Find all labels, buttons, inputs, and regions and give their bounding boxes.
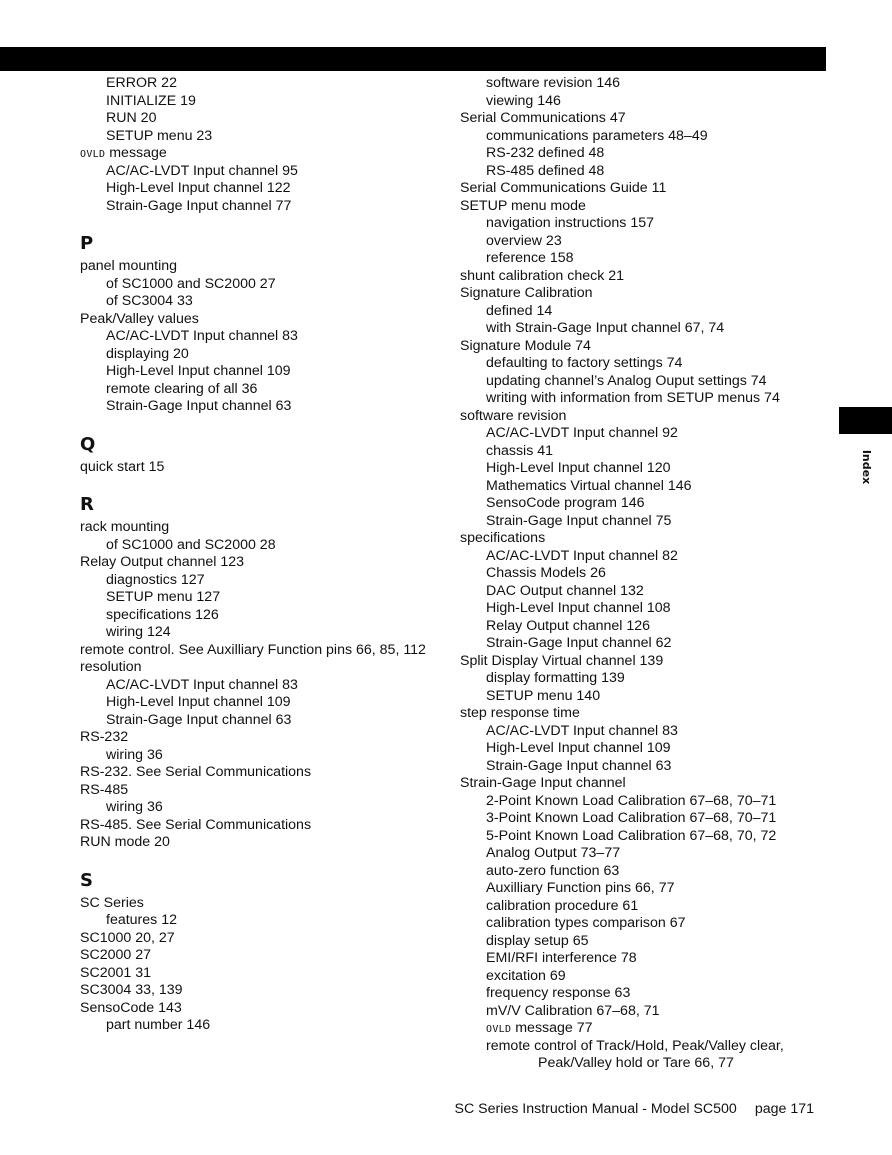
index-subentry: updating channel’s Analog Ouput settings 74 bbox=[486, 372, 767, 389]
index-subentry: wiring 36 bbox=[106, 799, 163, 815]
ovld-display-code: OVLD bbox=[80, 149, 106, 160]
index-subentry: RS-485 defined 48 bbox=[486, 162, 605, 179]
index-subentry: High-Level Input channel 109 bbox=[486, 740, 671, 756]
index-subentry: remote clearing of all 36 bbox=[106, 380, 258, 397]
index-entry: SensoCode 143 bbox=[80, 999, 182, 1016]
index-subentry: excitation 69 bbox=[486, 967, 566, 984]
index-subentry: display setup 65 bbox=[486, 932, 589, 949]
index-subentry: navigation instructions 157 bbox=[486, 215, 654, 231]
index-subentry: Relay Output channel 126 bbox=[486, 617, 651, 634]
index-subentry: AC/AC-LVDT Input channel 83 bbox=[486, 722, 678, 739]
index-column-right bbox=[460, 75, 816, 1073]
index-subentry: viewing 146 bbox=[486, 92, 561, 109]
index-entry: panel mounting bbox=[80, 258, 178, 274]
index-subentry: AC/AC-LVDT Input channel 82 bbox=[486, 547, 678, 564]
section-letter: P bbox=[80, 233, 94, 254]
index-entry: RS-232 bbox=[80, 729, 129, 745]
index-tab-label: Index bbox=[860, 449, 873, 485]
index-entry: SC2000 27 bbox=[80, 947, 151, 963]
index-subentry: Chassis Models 26 bbox=[486, 565, 606, 581]
index-subentry: wiring 36 bbox=[106, 746, 163, 763]
index-subentry: diagnostics 127 bbox=[106, 571, 205, 588]
index-subentry: 3-Point Known Load Calibration 67–68, 70–71 bbox=[486, 810, 777, 826]
index-entry: remote control. See Auxilliary Function pins 66, 85, 112 bbox=[80, 641, 426, 658]
index-subentry: AC/AC-LVDT Input channel 83 bbox=[106, 676, 298, 693]
index-subentry: ERROR 22 bbox=[106, 75, 177, 91]
index-subentry: EMI/RFI interference 78 bbox=[486, 950, 637, 966]
index-subentry: with Strain-Gage Input channel 67, 74 bbox=[486, 320, 725, 336]
index-subentry: mV/V Calibration 67–68, 71 bbox=[486, 1002, 660, 1019]
index-column-left bbox=[80, 75, 440, 1035]
index-subentry: Strain-Gage Input channel 62 bbox=[486, 635, 672, 651]
index-subentry: calibration types comparison 67 bbox=[486, 915, 686, 931]
section-letter: Q bbox=[80, 433, 96, 455]
index-subentry: part number 146 bbox=[106, 1017, 211, 1033]
index-subentry: High-Level Input channel 109 bbox=[106, 694, 291, 710]
index-subentry: chassis 41 bbox=[486, 442, 554, 459]
index-subentry: 5-Point Known Load Calibration 67–68, 70, 72 bbox=[486, 827, 777, 844]
index-subentry: Strain-Gage Input channel 63 bbox=[486, 757, 672, 774]
index-subentry: SETUP menu 23 bbox=[106, 127, 213, 144]
index-subentry: High-Level Input channel 122 bbox=[106, 180, 291, 196]
page-number: page 171 bbox=[754, 1101, 814, 1117]
index-subentry: wiring 124 bbox=[106, 624, 171, 640]
index-subentry: Strain-Gage Input channel 75 bbox=[486, 512, 672, 529]
index-subentry: AC/AC-LVDT Input channel 83 bbox=[106, 328, 298, 344]
index-subentry: Auxilliary Function pins 66, 77 bbox=[486, 880, 675, 896]
index-subentry: Strain-Gage Input channel 77 bbox=[106, 197, 292, 214]
index-subentry: frequency response 63 bbox=[486, 985, 631, 1001]
index-entry: Relay Output channel 123 bbox=[80, 554, 245, 570]
index-subentry: Mathematics Virtual channel 146 bbox=[486, 477, 692, 494]
section-letter: S bbox=[80, 869, 93, 891]
index-entry: RUN mode 20 bbox=[80, 834, 170, 850]
index-subentry: defaulting to factory settings 74 bbox=[486, 355, 683, 371]
index-entry: quick start 15 bbox=[80, 458, 165, 475]
index-subentry: Strain-Gage Input channel 63 bbox=[106, 711, 292, 728]
index-entry: SC1000 20, 27 bbox=[80, 929, 175, 946]
index-subentry: of SC1000 and SC2000 27 bbox=[106, 275, 276, 292]
index-entry: SC3004 33, 139 bbox=[80, 982, 183, 998]
index-entry: Serial Communications 47 bbox=[460, 110, 626, 126]
index-subentry: SETUP menu 140 bbox=[486, 687, 601, 704]
index-entry: resolution bbox=[80, 659, 142, 675]
index-subentry: DAC Output channel 132 bbox=[486, 582, 644, 599]
index-entry: RS-485. See Serial Communications bbox=[80, 816, 312, 833]
index-entry-continuation: Peak/Valley hold or Tare 66, 77 bbox=[538, 1055, 734, 1071]
index-entry: Serial Communications Guide 11 bbox=[460, 180, 667, 196]
index-entry bbox=[460, 1038, 816, 1073]
index-subentry: High-Level Input channel 108 bbox=[486, 600, 671, 616]
index-entry: Signature Module 74 bbox=[460, 337, 591, 354]
index-subentry: High-Level Input channel 109 bbox=[106, 363, 291, 379]
index-subentry: displaying 20 bbox=[106, 345, 189, 362]
index-entry: SETUP menu mode bbox=[460, 197, 586, 214]
index-entry: RS-232. See Serial Communications bbox=[80, 764, 312, 780]
page-footer bbox=[380, 1100, 814, 1118]
index-subentry: software revision 146 bbox=[486, 75, 621, 91]
index-entry: Split Display Virtual channel 139 bbox=[460, 652, 664, 669]
index-subentry: calibration procedure 61 bbox=[486, 897, 639, 914]
index-subentry: SensoCode program 146 bbox=[486, 495, 645, 511]
index-subentry: specifications 126 bbox=[106, 606, 219, 623]
index-subentry: auto-zero function 63 bbox=[486, 862, 620, 879]
index-entry: Signature Calibration bbox=[460, 285, 593, 301]
index-entry: software revision bbox=[460, 407, 567, 424]
index-subentry: INITIALIZE 19 bbox=[106, 92, 196, 109]
index-subentry: 2-Point Known Load Calibration 67–68, 70–71 bbox=[486, 792, 777, 809]
index-subentry: AC/AC-LVDT Input channel 95 bbox=[106, 162, 298, 179]
index-entry-text: message 77 bbox=[511, 1020, 593, 1036]
footer-title: SC Series Instruction Manual - Model SC500 bbox=[454, 1101, 737, 1117]
index-subentry: RUN 20 bbox=[106, 110, 157, 126]
index-subentry: features 12 bbox=[106, 912, 177, 928]
index-entry: Strain-Gage Input channel bbox=[460, 775, 626, 791]
index-entry-text: message bbox=[105, 145, 167, 161]
section-letter: R bbox=[80, 494, 94, 515]
index-subentry: overview 23 bbox=[486, 232, 562, 249]
index-subentry: writing with information from SETUP menus 74 bbox=[486, 390, 780, 406]
index-subentry: AC/AC-LVDT Input channel 92 bbox=[486, 425, 678, 441]
index-subentry: reference 158 bbox=[486, 250, 574, 266]
index-entry bbox=[460, 1020, 816, 1038]
index-entry bbox=[80, 145, 440, 163]
index-entry: Peak/Valley values bbox=[80, 310, 199, 327]
index-entry: RS-485 bbox=[80, 781, 129, 798]
index-entry: shunt calibration check 21 bbox=[460, 267, 625, 284]
index-subentry: defined 14 bbox=[486, 302, 553, 319]
index-subentry: High-Level Input channel 120 bbox=[486, 460, 671, 476]
index-tab-marker bbox=[839, 407, 892, 434]
header-bar bbox=[0, 47, 826, 71]
index-subentry: display formatting 139 bbox=[486, 670, 625, 686]
index-entry: rack mounting bbox=[80, 519, 170, 535]
ovld-display-code: OVLD bbox=[486, 1024, 512, 1035]
index-subentry: RS-232 defined 48 bbox=[486, 145, 605, 161]
index-subentry: communications parameters 48–49 bbox=[486, 127, 708, 144]
index-subentry: of SC1000 and SC2000 28 bbox=[106, 536, 276, 553]
index-subentry: Strain-Gage Input channel 63 bbox=[106, 398, 292, 414]
index-entry: specifications bbox=[460, 530, 546, 546]
index-subentry: Analog Output 73–77 bbox=[486, 845, 621, 861]
index-subentry: SETUP menu 127 bbox=[106, 589, 221, 605]
index-entry: SC Series bbox=[80, 894, 144, 911]
index-entry-text: remote control of Track/Hold, Peak/Valley clear, bbox=[486, 1037, 784, 1054]
index-entry: step response time bbox=[460, 705, 580, 721]
index-subentry: of SC3004 33 bbox=[106, 293, 193, 309]
index-entry: SC2001 31 bbox=[80, 964, 151, 981]
